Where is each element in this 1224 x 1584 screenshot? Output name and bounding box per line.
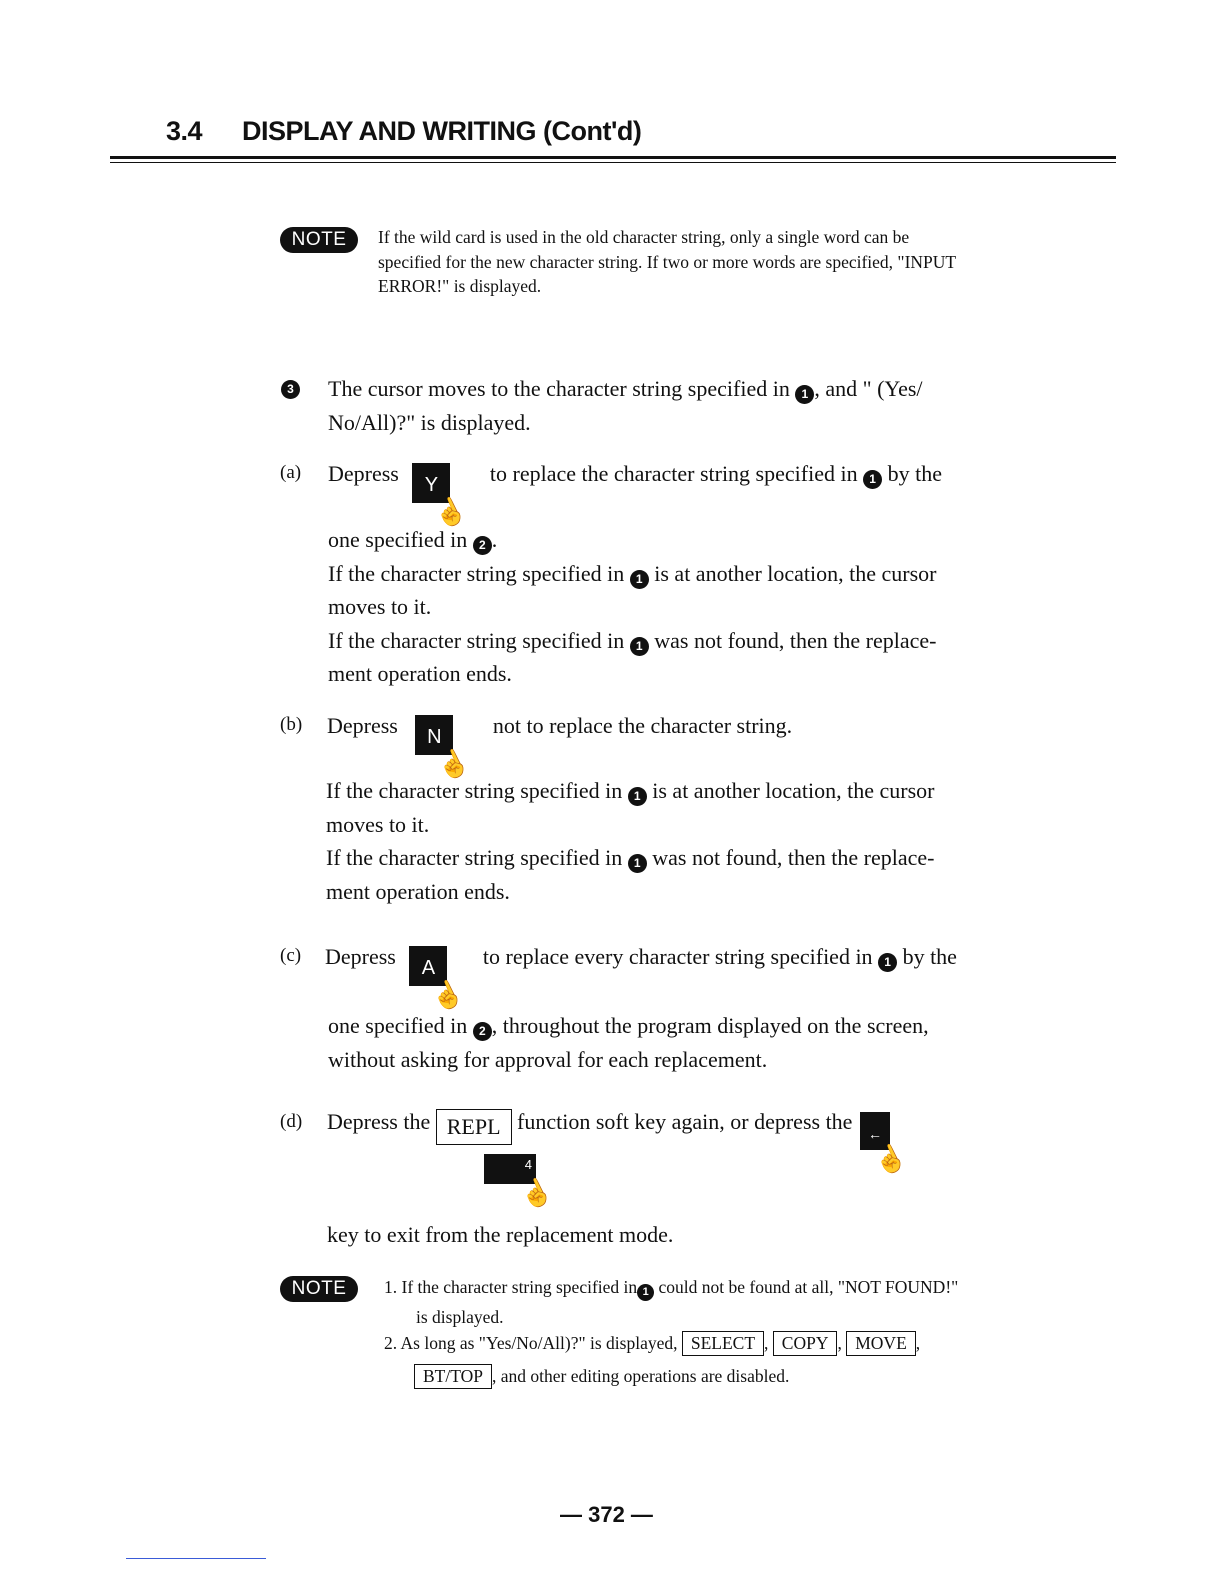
key-label: 4 (524, 1157, 532, 1172)
note-badge: NOTE (280, 227, 358, 253)
circled-number-icon: 1 (630, 570, 649, 589)
text: without asking for approval for each replacement. (328, 1046, 768, 1072)
note-2-item-1 (384, 1275, 1084, 1301)
item-a-body (328, 523, 1088, 691)
text: and other editing operations are disabled. (500, 1366, 790, 1386)
page-number: — 372 — (560, 1502, 653, 1527)
item-d-body: key to exit from the replacement mode. (327, 1222, 674, 1247)
key-n-button[interactable] (415, 715, 475, 785)
item-b-first-line (327, 709, 1087, 785)
repl-soft-key[interactable]: REPL (436, 1109, 512, 1145)
item-b-label: (b) (280, 714, 303, 735)
circled-number-icon: 2 (473, 1022, 492, 1041)
circled-number-icon: 1 (795, 385, 814, 404)
list-number: 1. (384, 1277, 398, 1297)
text: to replace every character string specified in (482, 944, 873, 969)
hand-pointer-icon: ☝ (868, 1138, 911, 1180)
note-1-text (378, 225, 1078, 299)
text: The cursor moves to the character string specified in (328, 376, 790, 401)
text: Depress (325, 944, 396, 969)
key-edit-button[interactable] (860, 1112, 911, 1180)
key-4-cap[interactable] (484, 1154, 557, 1214)
list-number: 2. (384, 1333, 398, 1353)
text: was not found, then the replace- (654, 627, 937, 653)
copy-key[interactable]: COPY (773, 1331, 838, 1356)
hand-pointer-icon: ☝ (514, 1172, 557, 1214)
text: , and " (Yes/ (814, 376, 923, 401)
item-d-first-line (327, 1105, 1087, 1180)
text: could not be found at all, "NOT FOUND!" (658, 1277, 959, 1297)
text: is at another location, the cursor (654, 560, 937, 586)
text: Depress the (327, 1109, 431, 1134)
text: moves to it. (328, 594, 432, 619)
key-label: Y (424, 474, 439, 496)
text: If the character string specified in (328, 627, 625, 653)
section-heading (166, 116, 641, 147)
text: If the character string specified in (326, 778, 623, 803)
text: is at another location, the cursor (652, 778, 935, 803)
hand-pointer-icon: ☝ (429, 491, 472, 533)
circled-number-icon: 1 (878, 953, 897, 972)
item-c-label: (c) (280, 945, 302, 966)
text: ment operation ends. (328, 661, 512, 686)
key-a-button[interactable] (409, 946, 469, 1016)
circled-number-icon: 1 (628, 854, 647, 873)
header-rule-thick (110, 156, 1116, 159)
select-key[interactable]: SELECT (682, 1331, 764, 1356)
item-a-first-line (328, 457, 1088, 533)
section-number: 3.4 (166, 116, 203, 146)
hand-pointer-icon: ☝ (426, 974, 469, 1016)
text: by the (887, 461, 942, 486)
text: , throughout the program displayed on the screen, (491, 1013, 929, 1038)
circled-number-icon: 1 (637, 1284, 654, 1301)
text: by the (902, 944, 957, 969)
item-d-label: (d) (280, 1111, 303, 1132)
key-y-button[interactable] (412, 463, 472, 533)
item-c-body (328, 1009, 1088, 1076)
text: one specified in (328, 527, 468, 552)
section-title: DISPLAY AND WRITING (Cont'd) (242, 116, 642, 146)
text: ment operation ends. (326, 878, 510, 904)
key-4-button[interactable] (484, 1146, 557, 1214)
move-key[interactable]: MOVE (846, 1331, 916, 1356)
circled-number-icon: 1 (628, 787, 647, 806)
header-rule-thin (110, 162, 1116, 163)
note-badge: NOTE (280, 1276, 358, 1302)
hand-pointer-icon: ☝ (432, 743, 475, 785)
item-a-label: (a) (280, 462, 302, 483)
circled-number-icon: 1 (630, 637, 649, 656)
text: Depress (328, 461, 399, 486)
text: to replace the character string specified in (489, 461, 858, 486)
text: moves to it. (326, 811, 430, 837)
text: If the character string specified in (328, 560, 625, 586)
text: . (491, 527, 498, 552)
text: If the character string specified in (401, 1277, 638, 1297)
note-2-item-2: 2. As long as "Yes/No/All)?" is displayed, SELECT , COPY , MOVE , (384, 1331, 1084, 1356)
text: As long as "Yes/No/All)?" is displayed, (400, 1333, 678, 1353)
note-1-line: specified for the new character string. If two or more words are specified, "INPUT (378, 251, 957, 272)
text: If the character string specified in (326, 845, 623, 870)
note-1-line: ERROR!" is displayed. (378, 276, 542, 296)
key-label: ← (867, 1126, 882, 1142)
text: was not found, then the replace- (652, 845, 935, 870)
key-label: A (421, 957, 436, 979)
circled-number-icon: 3 (281, 380, 300, 399)
note-2-item-1-cont: is displayed. (416, 1307, 504, 1327)
step-3-marker (281, 378, 300, 399)
note-2-item-2-cont: BT/TOP , and other editing operations are disabled. (414, 1364, 789, 1389)
circled-number-icon: 2 (473, 536, 492, 555)
circled-number-icon: 1 (863, 470, 882, 489)
bt-top-key[interactable]: BT/TOP (414, 1364, 492, 1389)
text: Depress (327, 713, 398, 738)
text: one specified in (328, 1013, 468, 1038)
text: not to replace the character string. (492, 713, 793, 738)
note-1-line: If the wild card is used in the old character string, only a single word can be (378, 227, 910, 247)
item-b-body (326, 774, 1086, 908)
text: No/All)?" is displayed. (328, 409, 531, 435)
text: function soft key again, or depress the (517, 1109, 853, 1134)
step-3-text (328, 372, 1088, 439)
item-c-first-line (325, 940, 1085, 1016)
key-label: N (427, 726, 442, 748)
footer-line (126, 1558, 266, 1559)
